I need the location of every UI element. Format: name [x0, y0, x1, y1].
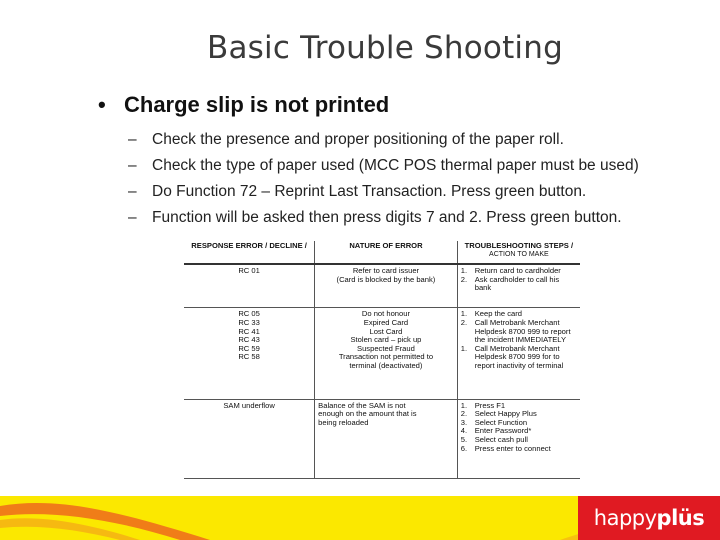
nature-line: Do not honour — [361, 309, 411, 319]
step-item: 1. Return card to cardholder — [460, 266, 561, 275]
bullet-text: Charge slip is not printed — [124, 92, 390, 117]
cell-troubleshooting-steps — [457, 399, 580, 478]
step-item: 6. Press enter to connect — [460, 443, 551, 453]
header-troubleshooting-steps: TROUBLESHOOTING STEPS / ACTION TO MAKE — [457, 241, 580, 264]
slide-title: Basic Trouble Shooting — [207, 30, 563, 66]
error-table — [184, 241, 580, 479]
nature-line: Expired Card — [363, 317, 409, 327]
brand-logo — [578, 496, 720, 540]
step-item: 2. Ask cardholder to call his bank — [460, 274, 560, 293]
nature-line: Refer to card issuer — [352, 266, 420, 275]
response-code: SAM underflow — [223, 400, 275, 410]
response-code: RC 41 — [238, 326, 260, 336]
cell-troubleshooting-steps — [457, 264, 580, 308]
table-header-row — [184, 241, 580, 264]
step-item: 1. Keep the card — [460, 309, 523, 319]
bullet-dot: • — [98, 92, 106, 117]
main-bullet — [98, 92, 389, 118]
cell-response-code — [184, 264, 315, 308]
response-code: RC 01 — [238, 266, 260, 275]
response-code: RC 58 — [238, 352, 260, 362]
sub-bullet-item: – Check the type of paper used (MCC POS thermal paper must be used) — [128, 157, 639, 174]
nature-line: terminal (deactivated) — [349, 360, 423, 370]
step-item: 5. Select cash pull — [460, 435, 528, 445]
step-item: 2. Call Metrobank Merchant Helpdesk 8700 999 to report the incident IMMEDIATELY — [460, 317, 571, 345]
nature-line: Transaction not permitted to — [338, 352, 434, 362]
nature-line: (Card is blocked by the bank) — [336, 274, 436, 284]
step-item: 1. Press F1 — [460, 400, 506, 410]
sub-bullet-item: – Check the presence and proper positioning of the paper roll. — [128, 131, 564, 148]
cell-nature-of-error — [315, 308, 458, 399]
header-response-error: RESPONSE ERROR / DECLINE / — [184, 241, 315, 264]
sub-bullet-item: – Do Function 72 – Reprint Last Transaction. Press green button. — [128, 183, 587, 200]
nature-line: Balance of the SAM is not — [318, 400, 406, 410]
table-row — [184, 308, 580, 399]
cell-response-code — [184, 308, 315, 399]
cell-troubleshooting-steps — [457, 308, 580, 399]
response-code: RC 59 — [238, 343, 260, 353]
cell-nature-of-error — [315, 264, 458, 308]
brand-wordmark: happyplüs — [593, 506, 705, 530]
response-code: RC 43 — [238, 335, 260, 345]
step-item: 2. Select Happy Plus — [460, 409, 537, 419]
step-item: 1. Call Metrobank Merchant Helpdesk 8700 999 for to report inactivity of terminal — [460, 343, 564, 370]
step-item: 4. Enter Password* — [460, 426, 532, 436]
nature-line: enough on the amount that is — [318, 409, 417, 419]
response-code: RC 05 — [238, 309, 260, 319]
response-code: RC 33 — [238, 317, 260, 327]
cell-response-code — [184, 399, 315, 478]
table-row — [184, 264, 580, 308]
nature-line: Suspected Fraud — [357, 343, 415, 353]
nature-line: Stolen card – pick up — [350, 335, 422, 345]
header-nature-of-error: NATURE OF ERROR — [315, 241, 458, 264]
sub-bullet-item: – Function will be asked then press digits 7 and 2. Press green button. — [128, 209, 622, 226]
nature-line: being reloaded — [318, 417, 369, 427]
step-item: 3. Select Function — [460, 417, 528, 427]
sub-bullet-list — [128, 127, 639, 231]
cell-nature-of-error — [315, 399, 458, 478]
nature-line: Lost Card — [369, 326, 403, 336]
table-row — [184, 399, 580, 478]
